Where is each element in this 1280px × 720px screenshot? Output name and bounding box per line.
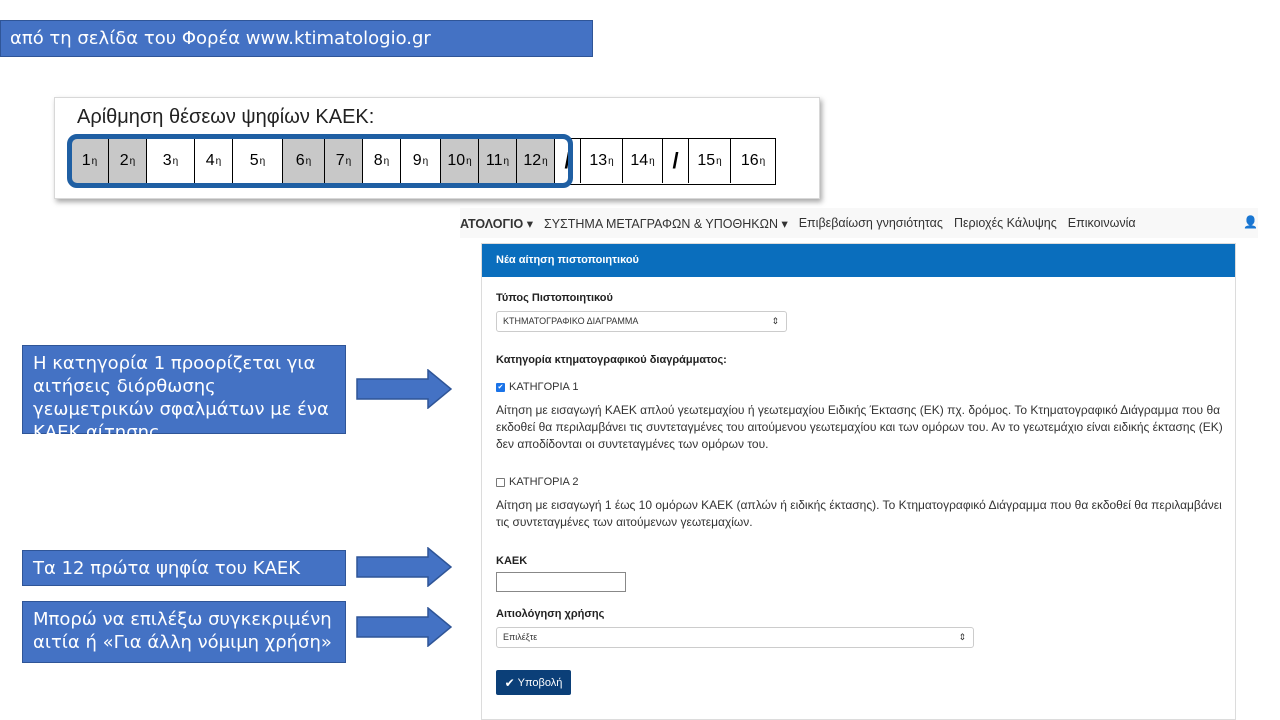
category-label: Κατηγορία κτηματογραφικού διαγράμματος:	[496, 354, 727, 366]
cert-type-value: ΚΤΗΜΑΤΟΓΡΑΦΙΚΟ ΔΙΑΓΡΑΜΜΑ	[503, 316, 639, 326]
digit-ordinal: η	[215, 155, 222, 167]
select-arrows-icon: ⇕	[958, 632, 966, 642]
digit-cell	[623, 139, 663, 183]
digit-cell	[441, 139, 479, 183]
category2-label: ΚΑΤΗΓΟΡΙΑ 2	[509, 476, 579, 488]
digit-ordinal: η	[759, 155, 766, 167]
digit-ordinal: η	[422, 155, 429, 167]
digit-cell	[479, 139, 517, 183]
digit-cell	[517, 139, 555, 183]
kaek-digits-title: Αρίθμηση θέσεων ψηφίων ΚΑΕΚ:	[77, 106, 375, 128]
nav-item-contact[interactable]: Επικοινωνία	[1067, 216, 1136, 230]
digit-cell	[109, 139, 147, 183]
digit-ordinal: η	[129, 155, 136, 167]
digit-cell	[195, 139, 233, 183]
category1-label: ΚΑΤΗΓΟΡΙΑ 1	[509, 381, 579, 393]
reason-value: Επιλέξτε	[503, 632, 538, 642]
site-navbar	[460, 208, 1258, 238]
note-kaek-digits: Τα 12 πρώτα ψηφία του ΚΑΕΚ	[22, 550, 346, 586]
digit-number: 8	[373, 152, 383, 169]
arrow-icon	[356, 607, 452, 647]
digit-number: 9	[412, 152, 422, 169]
digit-number: 13	[589, 152, 608, 169]
nav-item-coverage[interactable]: Περιοχές Κάλυψης	[953, 216, 1057, 230]
digit-number: 4	[205, 152, 215, 169]
kaek-digits-image	[54, 97, 820, 199]
digit-number: 1	[81, 152, 91, 169]
check-icon: ✔	[504, 675, 515, 690]
digit-number: 7	[335, 152, 345, 169]
category1-option[interactable]	[496, 381, 578, 393]
digit-cell	[233, 139, 283, 183]
digit-number: /	[672, 148, 679, 173]
digit-number: 2	[119, 152, 129, 169]
digit-number: 5	[249, 152, 259, 169]
digit-ordinal: η	[542, 155, 548, 167]
submit-button[interactable]	[496, 670, 571, 695]
digit-ordinal: η	[716, 155, 722, 167]
digit-ordinal: η	[503, 155, 510, 167]
digit-ordinal: η	[259, 155, 266, 167]
digit-ordinal: η	[466, 155, 472, 167]
digit-cell	[325, 139, 363, 183]
digit-number: 12	[523, 152, 542, 169]
category1-description: Αίτηση με εισαγωγή ΚΑΕΚ απλού γεωτεμαχίου ή γεωτεμαχίου Ειδικής Έκτασης (ΕΚ) πχ. δρόμος. Το Κτηματογραφικό Διάγραμμα που θα εκδοθεί θα περιλαμβάνει τις συντεταγμένες του αιτούμενου γεωτεμαχίου και των ομόρων του. Αν το γεωτεμάχιο είναι ειδικής έκτασης (ΕΚ) δεν αποδίδονται οι συντεταγμένες των ομόρων του.	[496, 403, 1223, 451]
nav-item-ktimatologio[interactable]: ΑΤΟΛΟΓΙΟ ▾	[460, 216, 533, 231]
source-banner: από τη σελίδα του Φορέα www.ktimatologio.gr	[0, 20, 593, 57]
digit-number: /	[564, 148, 571, 173]
digit-ordinal: η	[91, 155, 98, 167]
digit-number: 6	[295, 152, 305, 169]
digit-number: 15	[697, 152, 716, 169]
digit-cell	[581, 139, 623, 183]
digit-cell	[147, 139, 195, 183]
digit-number: 16	[740, 152, 759, 169]
digit-cell	[71, 139, 109, 183]
reason-select[interactable]	[496, 627, 974, 648]
select-arrows-icon: ⇕	[771, 316, 779, 326]
certificate-form-card	[481, 243, 1236, 720]
cert-type-label: Τύπος Πιστοποιητικού	[496, 292, 613, 304]
note-reason: Μπορώ να επιλέξω συγκεκριμένη αιτία ή «Για άλλη νόμιμη χρήση»	[22, 601, 346, 663]
digit-ordinal: η	[383, 155, 390, 167]
digit-ordinal: η	[608, 155, 614, 167]
digit-cell	[283, 139, 325, 183]
note-category1: Η κατηγορία 1 προορίζεται για αιτήσεις διόρθωσης γεωμετρικών σφαλμάτων με ένα ΚΑΕΚ αίτησης.	[22, 345, 346, 434]
digit-ordinal: η	[649, 155, 655, 167]
form-header: Νέα αίτηση πιστοποιητικού	[482, 244, 1235, 277]
digit-separator	[663, 139, 689, 183]
cert-type-select[interactable]	[496, 311, 787, 332]
digit-ordinal: η	[305, 155, 312, 167]
digit-cell	[689, 139, 731, 183]
reason-label: Αιτιολόγηση χρήσης	[496, 608, 605, 620]
category2-checkbox[interactable]	[496, 478, 505, 487]
arrow-icon	[356, 547, 452, 587]
digit-number: 3	[162, 152, 172, 169]
digit-separator	[555, 139, 581, 183]
category1-checkbox[interactable]: ✔	[497, 384, 504, 391]
category2-option[interactable]	[496, 476, 578, 488]
digit-ordinal: η	[345, 155, 352, 167]
digit-cell	[731, 139, 775, 183]
arrow-icon	[356, 369, 452, 409]
nav-item-authenticity[interactable]: Επιβεβαίωση γνησιότητας	[798, 216, 943, 230]
kaek-label: ΚΑΕΚ	[496, 555, 528, 567]
kaek-digit-row	[70, 138, 776, 185]
digit-cell	[401, 139, 441, 183]
nav-item-mortgage-system[interactable]: ΣΥΣΤΗΜΑ ΜΕΤΑΓΡΑΦΩΝ & ΥΠΟΘΗΚΩΝ ▾	[543, 216, 788, 231]
digit-number: 11	[485, 152, 503, 169]
digit-cell	[363, 139, 401, 183]
digit-number: 14	[630, 152, 649, 169]
digit-ordinal: η	[172, 155, 179, 167]
category2-description: Αίτηση με εισαγωγή 1 έως 10 ομόρων ΚΑΕΚ (απλών ή ειδικής έκτασης). Το Κτηματογραφικό Διάγραμμα που θα εκδοθεί θα περιλαμβάνει τις συντεταγμένες των αιτούμενων γεωτεμαχίων.	[496, 498, 1222, 529]
kaek-input[interactable]	[496, 572, 626, 592]
digit-number: 10	[447, 152, 466, 169]
user-icon[interactable]: 👤	[1243, 215, 1258, 229]
submit-label: Υποβολή	[517, 676, 563, 689]
